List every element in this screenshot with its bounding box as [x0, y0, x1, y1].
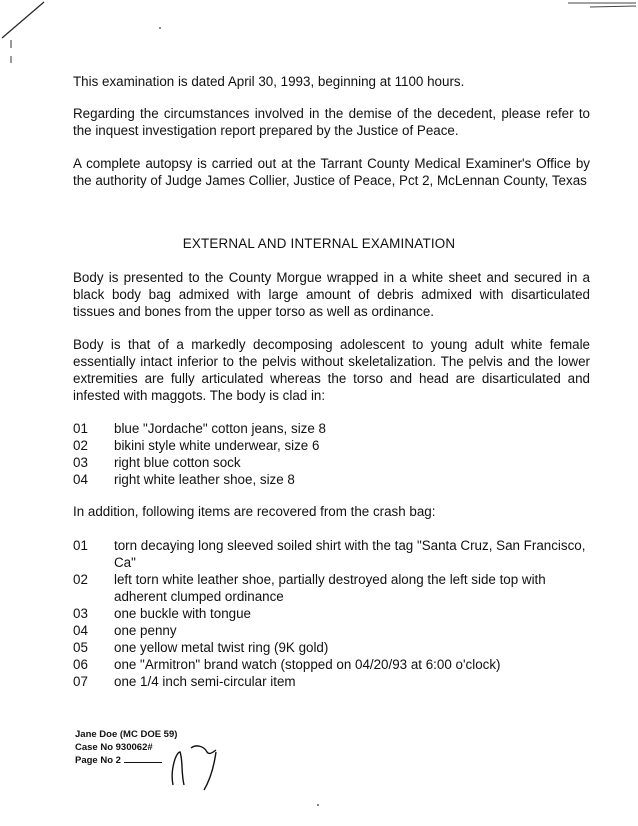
item-text: one yellow metal twist ring (9K gold) [114, 640, 329, 655]
list-item [73, 605, 593, 622]
item-text: torn decaying long sleeved soiled shirt with the tag "Santa Cruz, San Francisco, Ca" [114, 538, 586, 570]
corner-scan-line [2, 2, 44, 38]
item-number: 01 [73, 538, 88, 553]
list-item [73, 454, 593, 471]
signature-line [124, 762, 162, 763]
footer-page-number-row [75, 754, 177, 767]
speck [159, 27, 161, 29]
paragraph-circumstances: Regarding the circumstances involved in the demise of the decedent, please refer to the inquest investigation report prepared by the Justice of Peace. [73, 106, 590, 138]
item-text: right white leather shoe, size 8 [114, 472, 295, 487]
list-item [73, 471, 593, 488]
footer-patient-id: Jane Doe (MC DOE 59) [75, 729, 178, 740]
paragraph-body-description: Body is that of a markedly decomposing adolescent to young adult white female essentially intact inferior to the pelvis without skeletalization. The pelvis and the lower extremities are fully articulated whereas the torso and head are disarticulated and infested with maggots. The body is clad in: [73, 337, 590, 403]
item-number: 05 [73, 640, 88, 655]
page-footer [75, 728, 177, 767]
signature-initials [172, 746, 216, 790]
list-item [73, 656, 593, 673]
item-text: one penny [114, 623, 177, 638]
list-item [73, 437, 593, 454]
item-text: right blue cotton sock [114, 455, 241, 470]
recovered-items-list [73, 537, 593, 690]
list-item [73, 673, 593, 690]
paragraph-body-presented: Body is presented to the County Morgue wrapped in a white sheet and secured in a black body bag admixed with large amount of debris admixed with disarticulated tissues and bones from the upper torso as well as ordinance. [73, 270, 590, 319]
list-item [73, 420, 593, 437]
item-number: 01 [73, 421, 88, 436]
item-text: one buckle with tongue [114, 606, 251, 621]
item-number: 03 [73, 455, 88, 470]
list-item [73, 639, 593, 656]
item-text: left torn white leather shoe, partially destroyed along the left side top with adherent clumped ordinance [114, 572, 546, 604]
top-right-scan-mark [568, 3, 636, 7]
speck [317, 804, 319, 806]
item-text: bikini style white underwear, size 6 [114, 438, 320, 453]
footer-page-number: Page No 2 [75, 755, 121, 766]
item-number: 04 [73, 472, 88, 487]
item-number: 06 [73, 657, 88, 672]
item-number: 02 [73, 572, 88, 587]
clothing-list [73, 420, 593, 488]
paragraph-exam-date: This examination is dated April 30, 1993, beginning at 1100 hours. [73, 74, 465, 89]
item-number: 03 [73, 606, 88, 621]
section-heading: EXTERNAL AND INTERNAL EXAMINATION [182, 236, 456, 251]
list-item [73, 571, 593, 605]
item-text: blue "Jordache" cotton jeans, size 8 [114, 421, 326, 436]
item-text: one 1/4 inch semi-circular item [114, 674, 296, 689]
list-item [73, 537, 593, 571]
footer-case-number: Case No 930062# [75, 742, 153, 753]
item-text: one "Armitron" brand watch (stopped on 04/20/93 at 6:00 o'clock) [114, 657, 501, 672]
item-number: 04 [73, 623, 88, 638]
item-number: 02 [73, 438, 88, 453]
paragraph-recovered-intro: In addition, following items are recovered from the crash bag: [73, 504, 436, 519]
item-number: 07 [73, 674, 88, 689]
paragraph-autopsy-authority: A complete autopsy is carried out at the Tarrant County Medical Examiner's Office by the authority of Judge James Collier, Justice of Peace, Pct 2, McLennan County, Texas [73, 156, 590, 188]
list-item [73, 622, 593, 639]
